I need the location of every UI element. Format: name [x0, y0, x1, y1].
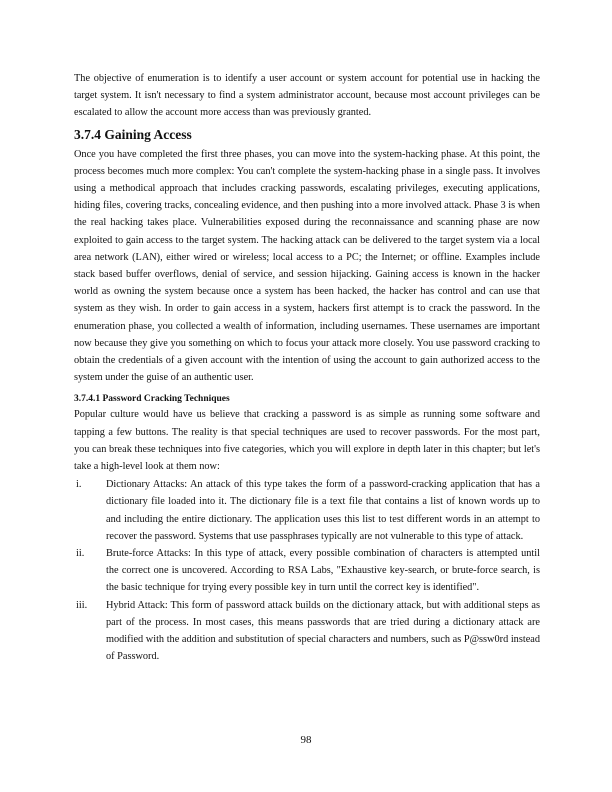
section-heading: 3.7.4 Gaining Access — [74, 126, 192, 142]
subsection-paragraph: Popular culture would have us believe that cracking a password is as simple as running some software and tapping a few buttons. The reality is that special techniques are used to recover passwords. For the most part, you can break these techniques into five categories, which you will explore in depth later in this chapter; but let's take a high-level look at them now: — [74, 409, 540, 473]
page-number: 98 — [300, 734, 312, 746]
list-item-text: Hybrid Attack: This form of password attack builds on the dictionary attack, but with additional steps as part of the process. In most cases, this means passwords that are tried during a dictionary attack are modified with the addition and substitution of special characters and numbers, such as P@ssw0rd instead of Password. — [106, 599, 540, 663]
section-paragraph: Once you have completed the first three phases, you can move into the system-hacking phase. At this point, the process becomes much more complex: You can't complete the system-hacking phase in a single pass. It involves using a methodical approach that includes cracking passwords, escalating privileges, executing applications, hiding files, covering tracks, concealing evidence, and then pushing into a more involved attack. Phase 3 is when the real hacking takes place. Vulnerabilities exposed during the reconnaissance and scanning phase are now exploited to gain access to the target system. The hacking attack can be delivered to the target system via a local area network (LAN), either wired or wireless; local access to a PC; the Internet; or offline. Examples include stack based buffer overflows, denial of service, and session hijacking. Gaining access is known in the hacker world as owning the system because once a system has been hacked, the hacker has control and can use that system as they wish. In order to gain access in a system, hackers first attempt is to crack the password. In the enumeration phase, you collected a wealth of information, including usernames. These usernames are important now because they give you something on which to focus your attack more closely. You use password cracking to obtain the credentials of a given account with the intention of using the account to gain authorized access to the system under the guise of an authentic user. — [74, 148, 540, 384]
intro-paragraph: The objective of enumeration is to identify a user account or system account for potential use in hacking the target system. It isn't necessary to find a system administrator account, because most account privileges can be escalated to allow the account more access than was previously granted. — [74, 73, 540, 119]
page-content — [74, 70, 540, 666]
list-item-text: Brute-force Attacks: In this type of attack, every possible combination of characters is attempted until the correct one is uncovered. According to RSA Labs, "Exhaustive key-search, or brute-force search, is the basic technique for trying every possible key in turn until the correct key is identified". — [106, 548, 540, 594]
list-marker: ii. — [76, 548, 85, 560]
list-item — [74, 545, 540, 597]
list-marker: iii. — [76, 599, 88, 611]
technique-list — [74, 476, 540, 665]
subsection-heading: 3.7.4.1 Password Cracking Techniques — [74, 394, 230, 405]
list-item-text: Dictionary Attacks: An attack of this type takes the form of a password-cracking application that has a dictionary file loaded into it. The dictionary file is a text file that contains a list of known words up to and including the entire dictionary. The application uses this list to test different words in an attempt to recover the password. Systems that use passphrases typically are not vulnerable to this type of attack. — [106, 479, 540, 542]
list-item — [74, 476, 540, 545]
list-item — [74, 597, 540, 666]
list-marker: i. — [76, 479, 82, 491]
